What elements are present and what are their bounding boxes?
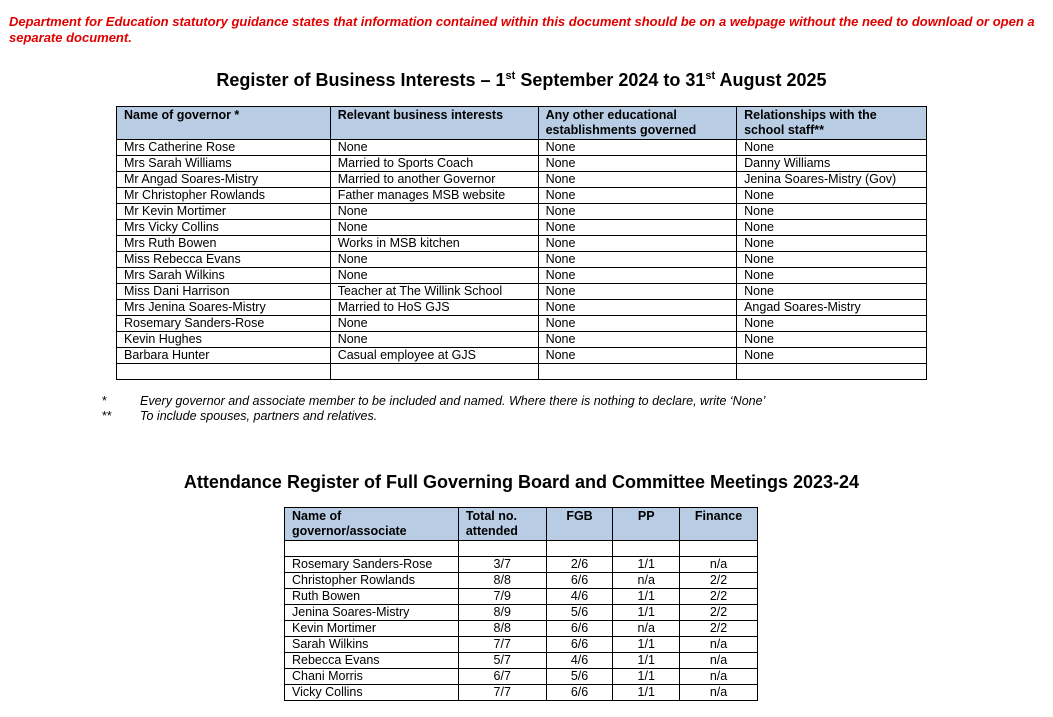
business-interests-table bbox=[116, 106, 927, 380]
business-interests-title bbox=[0, 69, 1043, 91]
attendance-table-cell: 3/7 bbox=[458, 557, 546, 573]
interests-table-cell: None bbox=[538, 172, 737, 188]
attendance-table-cell: 2/2 bbox=[680, 605, 758, 621]
attendance-table-cell: 7/7 bbox=[458, 685, 546, 701]
attendance-table-cell: 4/6 bbox=[546, 653, 613, 669]
attendance-table-cell: 1/1 bbox=[613, 669, 680, 685]
attendance-table-cell: Kevin Mortimer bbox=[285, 621, 459, 637]
attendance-table-cell: 8/8 bbox=[458, 573, 546, 589]
attendance-table-row bbox=[285, 541, 758, 557]
interests-table-cell: None bbox=[330, 252, 538, 268]
interests-table-cell: None bbox=[737, 268, 927, 284]
interests-table-cell: Mrs Sarah Williams bbox=[117, 156, 331, 172]
interests-table-cell: None bbox=[737, 348, 927, 364]
footnotes bbox=[102, 394, 765, 424]
interests-table-cell: None bbox=[538, 220, 737, 236]
attendance-table-cell: n/a bbox=[680, 685, 758, 701]
attendance-table-cell: 6/6 bbox=[546, 573, 613, 589]
interests-table-cell: Miss Dani Harrison bbox=[117, 284, 331, 300]
attendance-table-cell bbox=[458, 541, 546, 557]
interests-table-cell: Father manages MSB website bbox=[330, 188, 538, 204]
interests-table-row bbox=[117, 316, 927, 332]
interests-table-cell: Mr Christopher Rowlands bbox=[117, 188, 331, 204]
interests-table-cell: None bbox=[737, 252, 927, 268]
interests-header-cell: Relationships with the school staff** bbox=[737, 107, 927, 140]
interests-table-row bbox=[117, 268, 927, 284]
attendance-table-row bbox=[285, 557, 758, 573]
attendance-table-row bbox=[285, 637, 758, 653]
attendance-table-cell: 4/6 bbox=[546, 589, 613, 605]
interests-table-cell: Mrs Jenina Soares-Mistry bbox=[117, 300, 331, 316]
attendance-table-cell: Vicky Collins bbox=[285, 685, 459, 701]
interests-table-cell: Angad Soares-Mistry bbox=[737, 300, 927, 316]
attendance-table-cell: 8/8 bbox=[458, 621, 546, 637]
interests-table-cell bbox=[538, 364, 737, 380]
interests-table-cell: None bbox=[538, 236, 737, 252]
attendance-header-cell: Total no. attended bbox=[458, 508, 546, 541]
interests-table-body bbox=[117, 140, 927, 380]
title-sup-2: st bbox=[705, 70, 716, 82]
interests-table-row bbox=[117, 156, 927, 172]
interests-table-cell: None bbox=[538, 156, 737, 172]
attendance-table-cell bbox=[285, 541, 459, 557]
interests-table-cell: None bbox=[538, 316, 737, 332]
attendance-table-cell: 8/9 bbox=[458, 605, 546, 621]
attendance-table-cell: 2/2 bbox=[680, 621, 758, 637]
footnote bbox=[102, 394, 765, 409]
attendance-table-cell: 6/7 bbox=[458, 669, 546, 685]
interests-table-cell: None bbox=[538, 188, 737, 204]
attendance-table-cell: Ruth Bowen bbox=[285, 589, 459, 605]
attendance-table-cell: 1/1 bbox=[613, 557, 680, 573]
attendance-table-cell: 6/6 bbox=[546, 621, 613, 637]
interests-table-cell: Teacher at The Willink School bbox=[330, 284, 538, 300]
interests-table-row bbox=[117, 140, 927, 156]
interests-table-cell: Married to HoS GJS bbox=[330, 300, 538, 316]
attendance-table-cell: Chani Morris bbox=[285, 669, 459, 685]
title-part-2: September 2024 to 31 bbox=[515, 70, 706, 90]
attendance-table-cell: 5/6 bbox=[546, 605, 613, 621]
attendance-table-cell: 5/7 bbox=[458, 653, 546, 669]
interests-table-row bbox=[117, 220, 927, 236]
attendance-header-cell: Finance bbox=[680, 508, 758, 541]
interests-table-cell: None bbox=[330, 204, 538, 220]
interests-table-row bbox=[117, 172, 927, 188]
interests-table-cell: None bbox=[538, 332, 737, 348]
interests-table-cell: None bbox=[737, 188, 927, 204]
statutory-guidance-notice: Department for Education statutory guidance states that information contained within this document should be on a webpage without the need to download or open a separate document. bbox=[9, 14, 1035, 45]
interests-table-row bbox=[117, 364, 927, 380]
interests-table-cell: Married to another Governor bbox=[330, 172, 538, 188]
interests-table-row bbox=[117, 204, 927, 220]
attendance-table-cell bbox=[613, 541, 680, 557]
interests-table-cell: None bbox=[538, 348, 737, 364]
interests-table-cell: Miss Rebecca Evans bbox=[117, 252, 331, 268]
interests-table-row bbox=[117, 284, 927, 300]
attendance-table-row bbox=[285, 621, 758, 637]
interests-table-row bbox=[117, 252, 927, 268]
interests-table-cell: Casual employee at GJS bbox=[330, 348, 538, 364]
attendance-table-cell: n/a bbox=[680, 637, 758, 653]
interests-table-row bbox=[117, 300, 927, 316]
interests-table-cell: None bbox=[737, 220, 927, 236]
attendance-table-row bbox=[285, 605, 758, 621]
attendance-header-cell: PP bbox=[613, 508, 680, 541]
attendance-table-row bbox=[285, 669, 758, 685]
attendance-table-cell: Sarah Wilkins bbox=[285, 637, 459, 653]
attendance-table-cell: n/a bbox=[680, 557, 758, 573]
attendance-table-cell: n/a bbox=[680, 669, 758, 685]
interests-table-cell: None bbox=[538, 268, 737, 284]
attendance-table-cell: 2/2 bbox=[680, 589, 758, 605]
attendance-table-body bbox=[285, 541, 758, 701]
interests-table-row bbox=[117, 188, 927, 204]
interests-table-cell: None bbox=[538, 204, 737, 220]
attendance-table-cell: Jenina Soares-Mistry bbox=[285, 605, 459, 621]
attendance-table-cell: n/a bbox=[613, 573, 680, 589]
attendance-register-title: Attendance Register of Full Governing Board and Committee Meetings 2023-24 bbox=[183, 472, 860, 492]
attendance-table-row bbox=[285, 589, 758, 605]
interests-table-cell: None bbox=[538, 252, 737, 268]
attendance-table-cell: n/a bbox=[680, 653, 758, 669]
attendance-table-cell: 1/1 bbox=[613, 685, 680, 701]
attendance-header-row bbox=[285, 508, 758, 541]
interests-table-cell: Barbara Hunter bbox=[117, 348, 331, 364]
interests-table-cell: None bbox=[737, 140, 927, 156]
interests-table-cell: None bbox=[538, 140, 737, 156]
interests-table-row bbox=[117, 332, 927, 348]
interests-table-cell: None bbox=[330, 332, 538, 348]
interests-table-cell: None bbox=[737, 236, 927, 252]
interests-table-cell: Mrs Catherine Rose bbox=[117, 140, 331, 156]
interests-table-cell: None bbox=[330, 140, 538, 156]
interests-table-cell: Works in MSB kitchen bbox=[330, 236, 538, 252]
interests-table-cell: None bbox=[737, 316, 927, 332]
interests-table-cell: None bbox=[330, 316, 538, 332]
attendance-table-cell bbox=[680, 541, 758, 557]
attendance-table-cell: 1/1 bbox=[613, 605, 680, 621]
attendance-table-cell bbox=[546, 541, 613, 557]
attendance-register-table bbox=[284, 507, 758, 701]
interests-table-cell: Danny Williams bbox=[737, 156, 927, 172]
attendance-table-cell: 1/1 bbox=[613, 589, 680, 605]
interests-header-row bbox=[117, 107, 927, 140]
title-sup-1: st bbox=[505, 70, 516, 82]
attendance-table-cell: Rebecca Evans bbox=[285, 653, 459, 669]
attendance-table-row bbox=[285, 685, 758, 701]
interests-table-cell: Mr Kevin Mortimer bbox=[117, 204, 331, 220]
interests-table-cell: Married to Sports Coach bbox=[330, 156, 538, 172]
interests-table-cell: None bbox=[737, 284, 927, 300]
attendance-table-cell: 7/7 bbox=[458, 637, 546, 653]
attendance-table-cell: 7/9 bbox=[458, 589, 546, 605]
interests-table-cell bbox=[737, 364, 927, 380]
attendance-table-cell: 6/6 bbox=[546, 685, 613, 701]
attendance-header-cell: Name of governor/associate bbox=[285, 508, 459, 541]
interests-header-cell: Relevant business interests bbox=[330, 107, 538, 140]
interests-table-cell: None bbox=[538, 284, 737, 300]
title-part-3: August 2025 bbox=[715, 70, 827, 90]
footnote-text: To include spouses, partners and relatives. bbox=[140, 409, 378, 423]
interests-header-cell: Any other educational establishments governed bbox=[538, 107, 737, 140]
attendance-table-row bbox=[285, 653, 758, 669]
interests-table-cell: None bbox=[538, 300, 737, 316]
interests-table-cell: Kevin Hughes bbox=[117, 332, 331, 348]
interests-table-cell: Mrs Ruth Bowen bbox=[117, 236, 331, 252]
attendance-table-cell: 2/6 bbox=[546, 557, 613, 573]
attendance-table-cell: 1/1 bbox=[613, 653, 680, 669]
interests-table-cell: Mrs Vicky Collins bbox=[117, 220, 331, 236]
interests-table-cell: Mrs Sarah Wilkins bbox=[117, 268, 331, 284]
attendance-table-cell: n/a bbox=[613, 621, 680, 637]
attendance-table-cell: Christopher Rowlands bbox=[285, 573, 459, 589]
attendance-table-cell: Rosemary Sanders-Rose bbox=[285, 557, 459, 573]
interests-table-cell: None bbox=[330, 268, 538, 284]
interests-table-row bbox=[117, 348, 927, 364]
attendance-table-cell: 2/2 bbox=[680, 573, 758, 589]
attendance-table-cell: 1/1 bbox=[613, 637, 680, 653]
interests-table-cell: Jenina Soares-Mistry (Gov) bbox=[737, 172, 927, 188]
interests-table-cell bbox=[117, 364, 331, 380]
attendance-header-cell: FGB bbox=[546, 508, 613, 541]
footnote-text: Every governor and associate member to be included and named. Where there is nothing to declare, write ‘None’ bbox=[140, 394, 766, 408]
interests-header-cell: Name of governor * bbox=[117, 107, 331, 140]
attendance-table-row bbox=[285, 573, 758, 589]
interests-table-row bbox=[117, 236, 927, 252]
interests-table-cell: None bbox=[737, 204, 927, 220]
interests-table-cell: Rosemary Sanders-Rose bbox=[117, 316, 331, 332]
footnote-mark: * bbox=[102, 394, 107, 408]
interests-table-cell: None bbox=[330, 220, 538, 236]
interests-table-cell: None bbox=[737, 332, 927, 348]
footnote-mark: ** bbox=[102, 409, 112, 423]
attendance-table-cell: 6/6 bbox=[546, 637, 613, 653]
interests-table-cell bbox=[330, 364, 538, 380]
attendance-table-cell: 5/6 bbox=[546, 669, 613, 685]
title-part-1: Register of Business Interests – 1 bbox=[216, 70, 506, 90]
footnote bbox=[102, 409, 765, 424]
interests-table-cell: Mr Angad Soares-Mistry bbox=[117, 172, 331, 188]
